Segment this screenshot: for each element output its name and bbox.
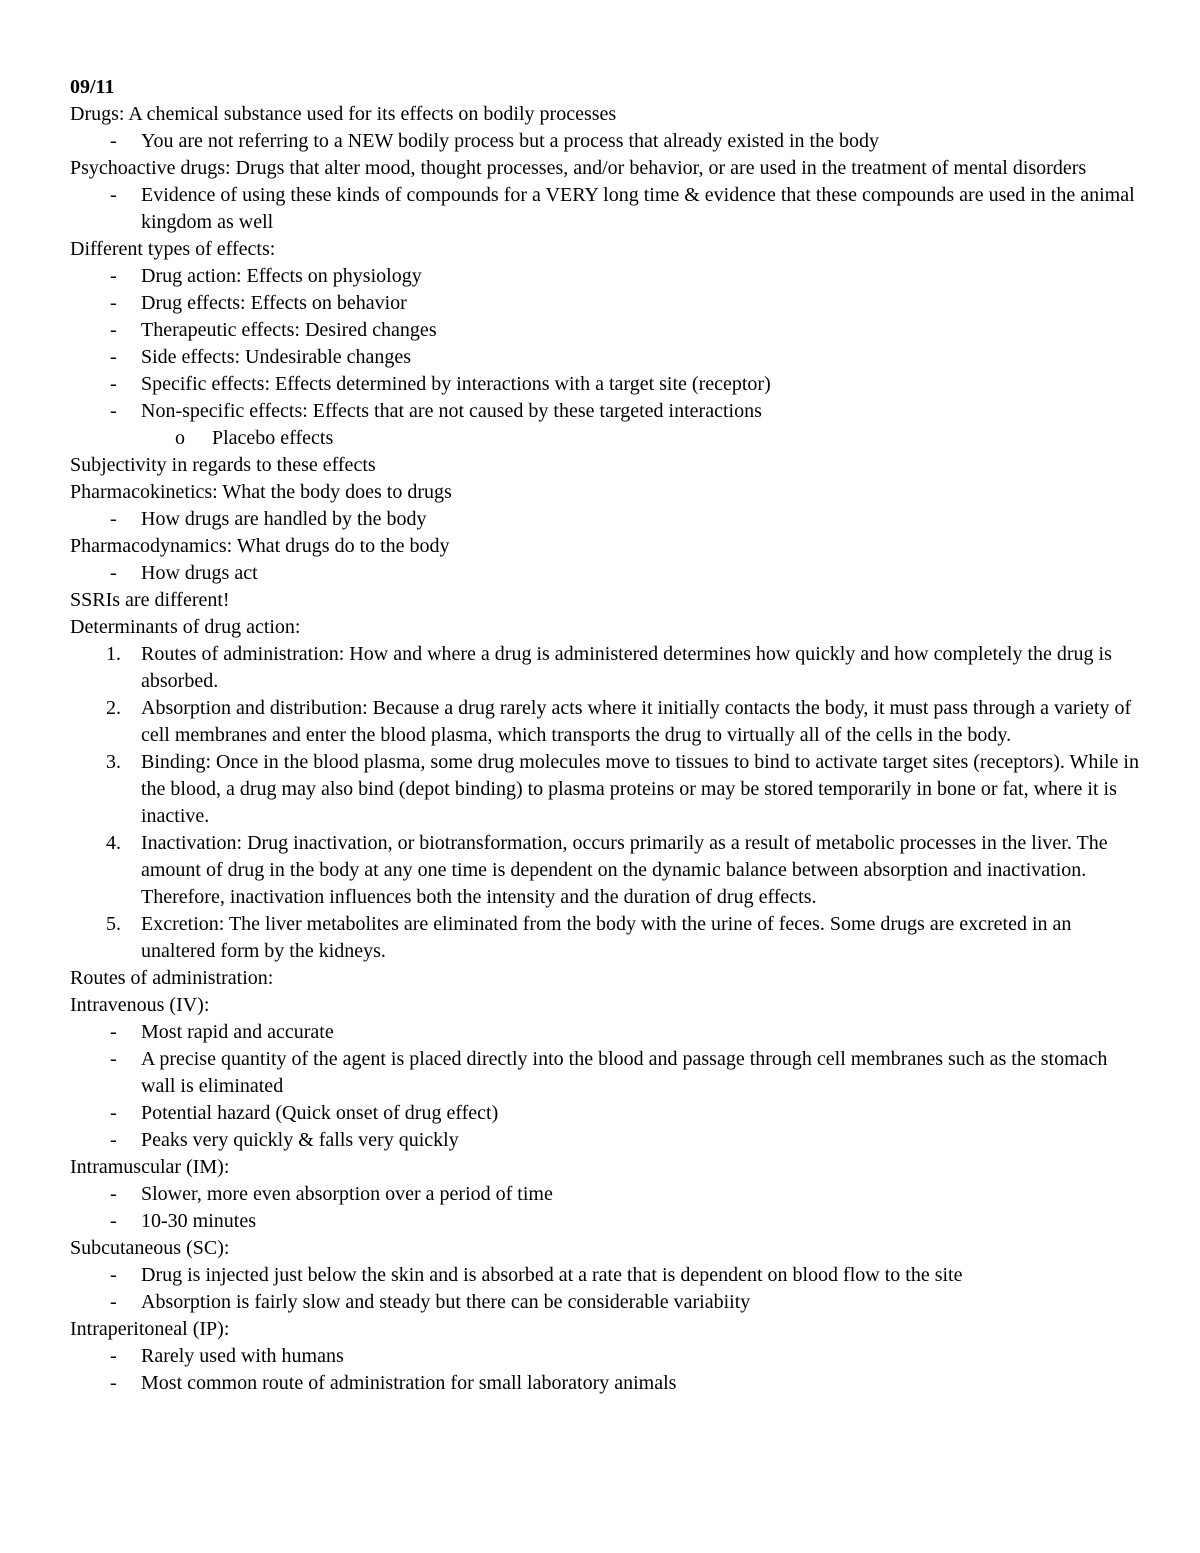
item-text: Drug action: Effects on physiology <box>141 265 422 287</box>
paragraph: Intraperitoneal (IP): <box>70 1318 230 1340</box>
sub-bullet-item <box>70 425 1140 452</box>
bullet-marker: - <box>110 1129 117 1151</box>
paragraph: Intravenous (IV): <box>70 994 210 1016</box>
bullet-marker: - <box>110 1102 117 1124</box>
bullet-item <box>70 1208 1140 1235</box>
item-text: Drug is injected just below the skin and is absorbed at a rate that is dependent on blood flow to the site <box>141 1264 963 1286</box>
bullet-item <box>70 128 1140 155</box>
note-date: 09/11 <box>70 76 115 98</box>
item-text: Rarely used with humans <box>141 1345 344 1367</box>
item-text: You are not referring to a NEW bodily process but a process that already existed in the body <box>141 130 879 152</box>
bullet-item <box>70 1343 1140 1370</box>
bullet-marker: - <box>110 265 117 287</box>
item-text: Evidence of using these kinds of compounds for a VERY long time & evidence that these compounds are used in the animal kingdom as well <box>141 184 1135 233</box>
paragraph: Subcutaneous (SC): <box>70 1237 230 1259</box>
paragraph: Different types of effects: <box>70 238 276 260</box>
item-text: Excretion: The liver metabolites are eliminated from the body with the urine of feces. Some drugs are excreted in an unaltered form by the kidneys. <box>141 913 1072 962</box>
item-text: How drugs act <box>141 562 258 584</box>
item-text: Side effects: Undesirable changes <box>141 346 412 368</box>
item-text: Non-specific effects: Effects that are not caused by these targeted interactions <box>141 400 762 422</box>
bullet-marker: o <box>175 427 185 449</box>
numbered-item <box>70 695 1140 749</box>
bullet-marker: - <box>110 1021 117 1043</box>
paragraph: Determinants of drug action: <box>70 616 301 638</box>
bullet-marker: - <box>110 1345 117 1367</box>
bullet-marker: - <box>110 130 117 152</box>
numbered-item <box>70 749 1140 830</box>
item-text: Most common route of administration for small laboratory animals <box>141 1372 677 1394</box>
numbered-item <box>70 911 1140 965</box>
bullet-marker: - <box>110 400 117 422</box>
bullet-item <box>70 1019 1140 1046</box>
bullet-marker: - <box>110 1210 117 1232</box>
bullet-item <box>70 1046 1140 1100</box>
item-text: Placebo effects <box>212 427 334 449</box>
item-text: Potential hazard (Quick onset of drug effect) <box>141 1102 499 1124</box>
item-text: Absorption and distribution: Because a drug rarely acts where it initially contacts the body, it must pass through a variety of cell membranes and enter the blood plasma, which transports the drug to virtually all of the cells in the body. <box>141 697 1132 746</box>
bullet-marker: - <box>110 1183 117 1205</box>
document-body <box>70 101 1140 1397</box>
item-text: Specific effects: Effects determined by interactions with a target site (receptor) <box>141 373 771 395</box>
numbered-item <box>70 641 1140 695</box>
bullet-item <box>70 182 1140 236</box>
document-page <box>70 74 1140 1397</box>
item-text: Drug effects: Effects on behavior <box>141 292 407 314</box>
bullet-marker: - <box>110 319 117 341</box>
bullet-item <box>70 506 1140 533</box>
bullet-item <box>70 1262 1140 1289</box>
paragraph: Drugs: A chemical substance used for its effects on bodily processes <box>70 103 617 125</box>
item-text: Therapeutic effects: Desired changes <box>141 319 437 341</box>
list-number: 2. <box>106 697 121 719</box>
bullet-item <box>70 1100 1140 1127</box>
bullet-marker: - <box>110 346 117 368</box>
bullet-item <box>70 1127 1140 1154</box>
bullet-marker: - <box>110 1048 117 1070</box>
bullet-marker: - <box>110 184 117 206</box>
item-text: Inactivation: Drug inactivation, or biotransformation, occurs primarily as a result of metabolic processes in the liver. The amount of drug in the body at any one time is dependent on the dynamic balance between absorption and inactivation. Therefore, inactivation influences both the intensity and the duration of drug effects. <box>141 832 1108 908</box>
item-text: Routes of administration: How and where a drug is administered determines how quickly and how completely the drug is absorbed. <box>141 643 1112 692</box>
numbered-item <box>70 830 1140 911</box>
bullet-marker: - <box>110 373 117 395</box>
bullet-item <box>70 560 1140 587</box>
bullet-marker: - <box>110 292 117 314</box>
paragraph: SSRIs are different! <box>70 589 230 611</box>
list-number: 5. <box>106 913 121 935</box>
bullet-item <box>70 263 1140 290</box>
item-text: 10-30 minutes <box>141 1210 256 1232</box>
bullet-marker: - <box>110 1291 117 1313</box>
item-text: Peaks very quickly & falls very quickly <box>141 1129 459 1151</box>
list-number: 3. <box>106 751 121 773</box>
bullet-item <box>70 398 1140 425</box>
item-text: Most rapid and accurate <box>141 1021 334 1043</box>
bullet-item <box>70 317 1140 344</box>
bullet-item <box>70 290 1140 317</box>
paragraph: Subjectivity in regards to these effects <box>70 454 376 476</box>
paragraph: Pharmacokinetics: What the body does to drugs <box>70 481 452 503</box>
bullet-item <box>70 1181 1140 1208</box>
list-number: 4. <box>106 832 121 854</box>
bullet-item <box>70 1370 1140 1397</box>
item-text: Slower, more even absorption over a period of time <box>141 1183 553 1205</box>
bullet-item <box>70 344 1140 371</box>
paragraph: Routes of administration: <box>70 967 274 989</box>
bullet-marker: - <box>110 508 117 530</box>
list-number: 1. <box>106 643 121 665</box>
paragraph: Psychoactive drugs: Drugs that alter mood, thought processes, and/or behavior, or are used in the treatment of mental disorders <box>70 157 1087 179</box>
bullet-item <box>70 371 1140 398</box>
bullet-marker: - <box>110 1264 117 1286</box>
paragraph: Pharmacodynamics: What drugs do to the body <box>70 535 450 557</box>
item-text: Binding: Once in the blood plasma, some drug molecules move to tissues to bind to activate target sites (receptors). While in the blood, a drug may also bind (depot binding) to plasma proteins or may be stored temporarily in bone or fat, where it is inactive. <box>141 751 1139 827</box>
bullet-marker: - <box>110 562 117 584</box>
bullet-marker: - <box>110 1372 117 1394</box>
item-text: A precise quantity of the agent is placed directly into the blood and passage through cell membranes such as the stomach wall is eliminated <box>141 1048 1108 1097</box>
item-text: How drugs are handled by the body <box>141 508 427 530</box>
item-text: Absorption is fairly slow and steady but there can be considerable variabiity <box>141 1291 751 1313</box>
bullet-item <box>70 1289 1140 1316</box>
paragraph: Intramuscular (IM): <box>70 1156 230 1178</box>
